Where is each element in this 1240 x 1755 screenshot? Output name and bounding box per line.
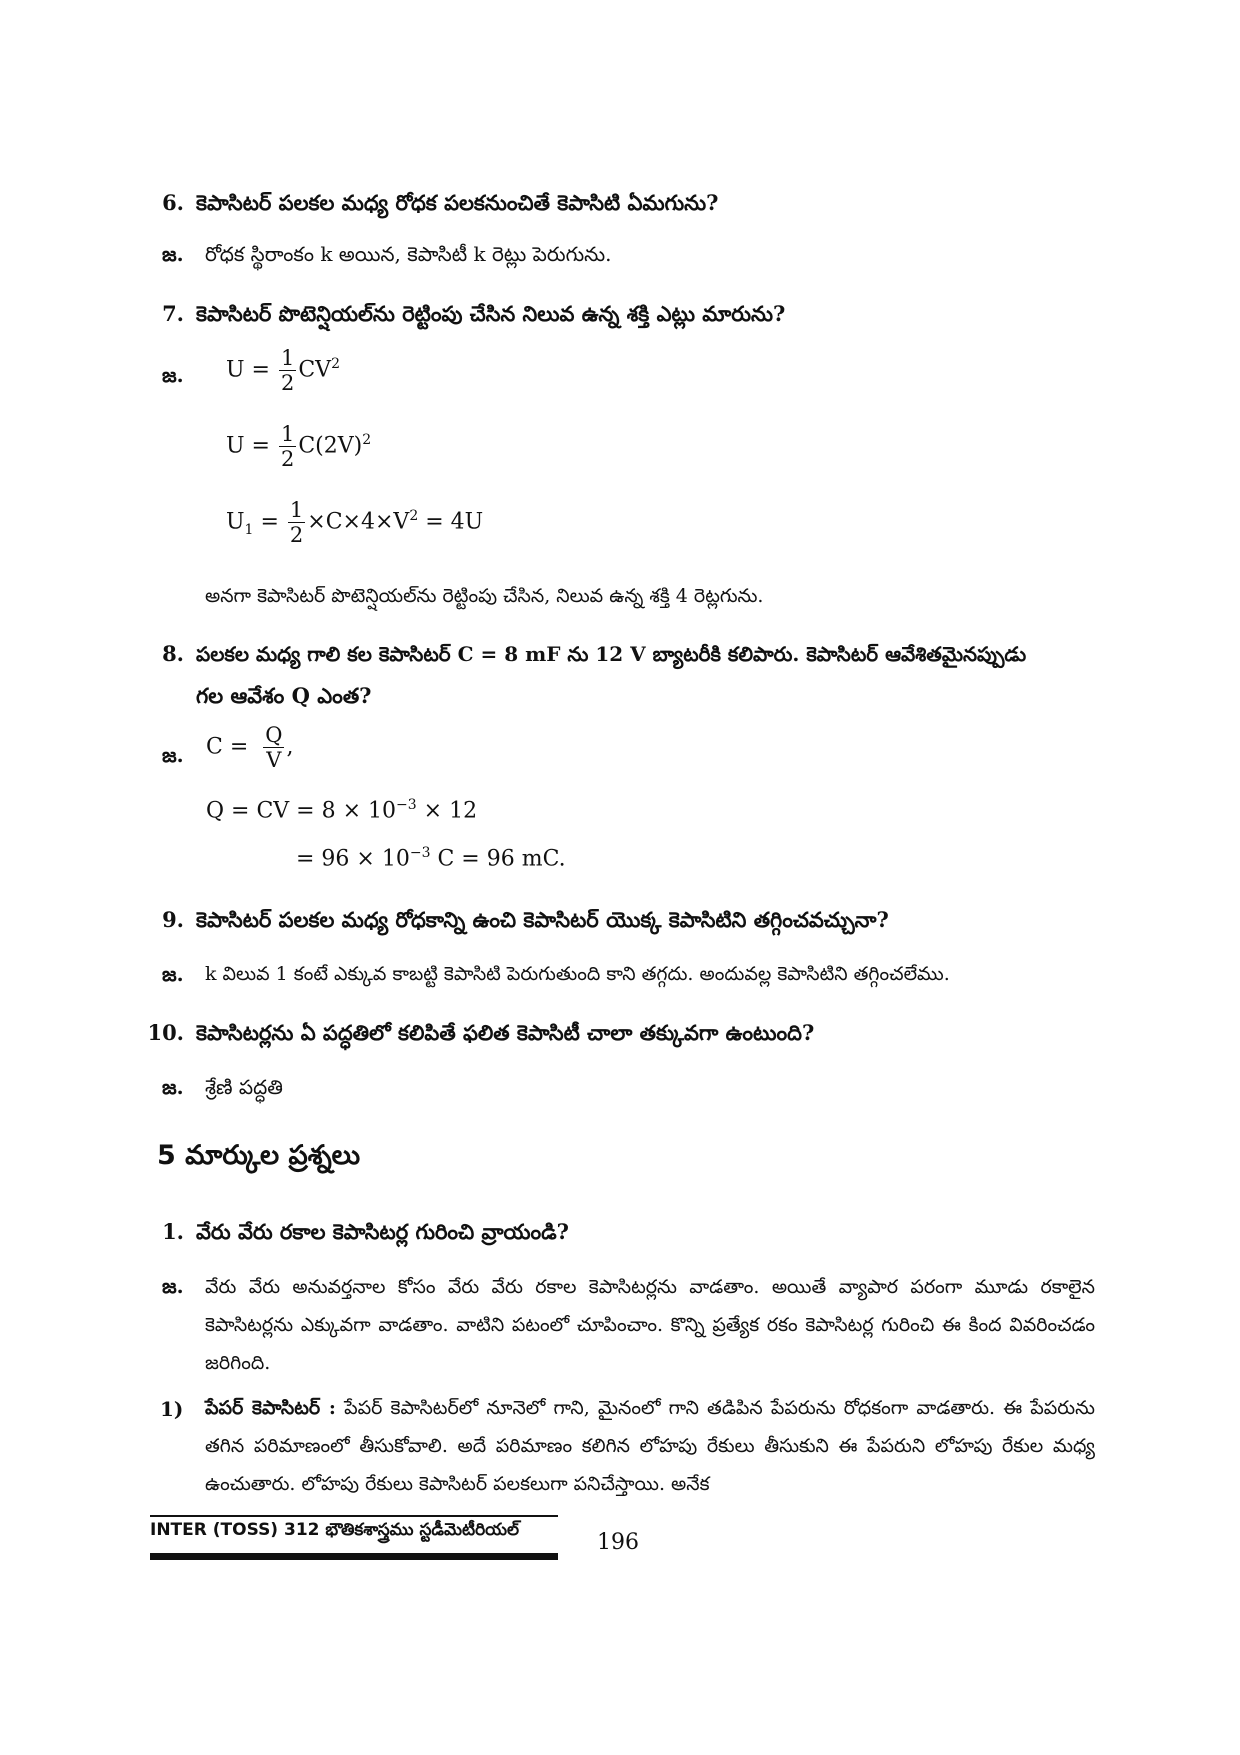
fraction	[263, 723, 284, 772]
eq-end: × 12	[416, 798, 478, 824]
answer-label-8: జ.	[162, 743, 184, 767]
eq-rhs: ×C×4×V	[307, 509, 410, 535]
question-8-line2: గల ఆవేశం Q ఎంత?	[196, 683, 372, 708]
equation-7-1	[226, 346, 340, 395]
question-number-10: 10.	[147, 1020, 184, 1045]
answer-9: k విలువ 1 కంటే ఎక్కువ కాబట్టి కెపాసిటి పెరుగుతుంది కాని తగ్గదు. అందువల్ల కెపాసిటిని తగ్గించలేము.	[205, 963, 950, 985]
question-number-7: 7.	[162, 301, 184, 326]
fraction-numerator: Q	[265, 723, 283, 747]
equation-7-2	[226, 422, 371, 471]
section-question-1: వేరు వేరు రకాల కెపాసిటర్ల గురించి వ్రాయండి?	[196, 1219, 569, 1244]
answer-label-6: జ.	[162, 242, 184, 266]
eq-text: Q = CV = 8 × 10	[206, 798, 397, 824]
eq-lhs: U	[226, 509, 245, 535]
question-number-9: 9.	[162, 907, 184, 932]
fraction	[279, 422, 296, 471]
answer-10: శ్రేణి పద్ధతి	[205, 1075, 283, 1099]
eq-exponent: 2	[362, 432, 372, 449]
eq-exponent: 2	[409, 508, 419, 525]
equation-8-2	[206, 797, 477, 823]
fraction-denominator: 2	[289, 523, 304, 547]
eq-lhs: C =	[206, 734, 249, 760]
paper-capacitor-paragraph	[205, 1389, 1095, 1503]
paper-capacitor-text: పేపర్ కెపాసిటర్‌లో నూనెలో గాని, మైనంలో గాని తడిపిన పేపరును రోధకంగా వాడతారు. ఈ పేపరును తగిన పరిమాణంలో తీసుకోవాలి. అదే పరిమాణం కలిగిన లోహపు రేకులు తీసుకుని ఈ పేపరుని లోహపు రేకుల మధ్య ఉంచుతారు. లోహపు రేకులు కెపాసిటర్ పలకలుగా పనిచేస్తాయి. అనేక	[205, 1397, 1096, 1495]
question-10: కెపాసిటర్లను ఏ పద్ధతిలో కలిపితే ఫలిత కెపాసిటీ చాలా తక్కువగా ఉంటుంది?	[196, 1020, 815, 1045]
page-number: 196	[597, 1530, 639, 1555]
question-9: కెపాసిటర్ పలకల మధ్య రోధకాన్ని ఉంచి కెపాసిటర్ యొక్క కెపాసిటిని తగ్గించవచ్చునా?	[196, 907, 889, 932]
paper-capacitor-title: పేపర్ కెపాసిటర్ :	[205, 1397, 336, 1419]
eq-end: ,	[286, 734, 294, 760]
footer-title: INTER (TOSS) 312 భౌతికశాస్త్రము స్టడీమెటీరియల్	[150, 1520, 520, 1540]
eq-end: C = 96 mC.	[430, 846, 566, 872]
section-answer-1: వేరు వేరు అనువర్తనాల కోసం వేరు వేరు రకాల కెపాసిటర్లను వాడతాం. అయితే వ్యాపార పరంగా మూడు రకాలైన కెపాసిటర్లను ఎక్కువగా వాడతాం. వాటిని పటంలో చూపించాం. కొన్ని ప్రత్యేక రకం కెపాసిటర్ల గురించి ఈ కింద వివరించడం జరిగింది.	[205, 1276, 1095, 1374]
paper-capacitor-number: 1)	[160, 1397, 184, 1421]
fraction-numerator: 1	[289, 498, 304, 522]
fraction-denominator: V	[266, 748, 282, 772]
eq-equals: =	[253, 509, 279, 535]
eq-lhs: U =	[226, 357, 270, 383]
footer-rule-bottom	[150, 1553, 558, 1560]
eq-end: = 4U	[418, 509, 484, 535]
question-number-8: 8.	[162, 641, 184, 666]
answer-label-7: జ.	[162, 363, 184, 387]
equation-7-3	[226, 498, 483, 547]
fraction-numerator: 1	[280, 346, 295, 370]
fraction	[279, 346, 296, 395]
equation-8-3	[296, 845, 566, 871]
section-answer-label-1: జ.	[162, 1274, 184, 1298]
question-8-line1: పలకల మధ్య గాలి కల కెపాసిటర్ C = 8 mF ను 12 V బ్యాటరీకి కలిపారు. కెపాసిటర్ ఆవేశితమైనప్పుడు	[196, 642, 1027, 666]
equation-8-1	[206, 723, 293, 772]
section-question-number-1: 1.	[162, 1219, 184, 1244]
eq-rhs: CV	[298, 357, 332, 383]
section-heading: 5 మార్కుల ప్రశ్నలు	[157, 1140, 361, 1171]
eq-rhs: C(2V)	[298, 433, 363, 459]
answer-7-conclusion: అనగా కెపాసిటర్ పొటెన్షియల్‌ను రెట్టింపు చేసిన, నిలువ ఉన్న శక్తి 4 రెట్లగును.	[205, 585, 764, 607]
question-7: కెపాసిటర్ పొటెన్షియల్‌ను రెట్టింపు చేసిన నిలువ ఉన్న శక్తి ఎట్లు మారును?	[196, 301, 786, 326]
answer-label-9: జ.	[162, 962, 184, 986]
fraction	[288, 498, 305, 547]
footer-rule-top	[150, 1515, 558, 1517]
eq-exponent: −3	[409, 845, 431, 861]
eq-subscript: 1	[244, 521, 254, 538]
fraction-denominator: 2	[280, 447, 295, 471]
fraction-denominator: 2	[280, 371, 295, 395]
answer-label-10: జ.	[162, 1075, 184, 1099]
eq-exponent: −3	[396, 797, 417, 813]
eq-lhs: U =	[226, 433, 270, 459]
question-6: కెపాసిటర్ పలకల మధ్య రోధక పలకనుంచితే కెపాసిటి ఏమగును?	[196, 190, 719, 215]
fraction-numerator: 1	[280, 422, 295, 446]
question-number-6: 6.	[162, 190, 184, 215]
answer-6: రోధక స్థిరాంకం k అయిన, కెపాసిటీ k రెట్లు పెరుగును.	[205, 242, 612, 266]
eq-text: = 96 × 10	[296, 846, 410, 872]
eq-exponent: 2	[331, 356, 340, 373]
